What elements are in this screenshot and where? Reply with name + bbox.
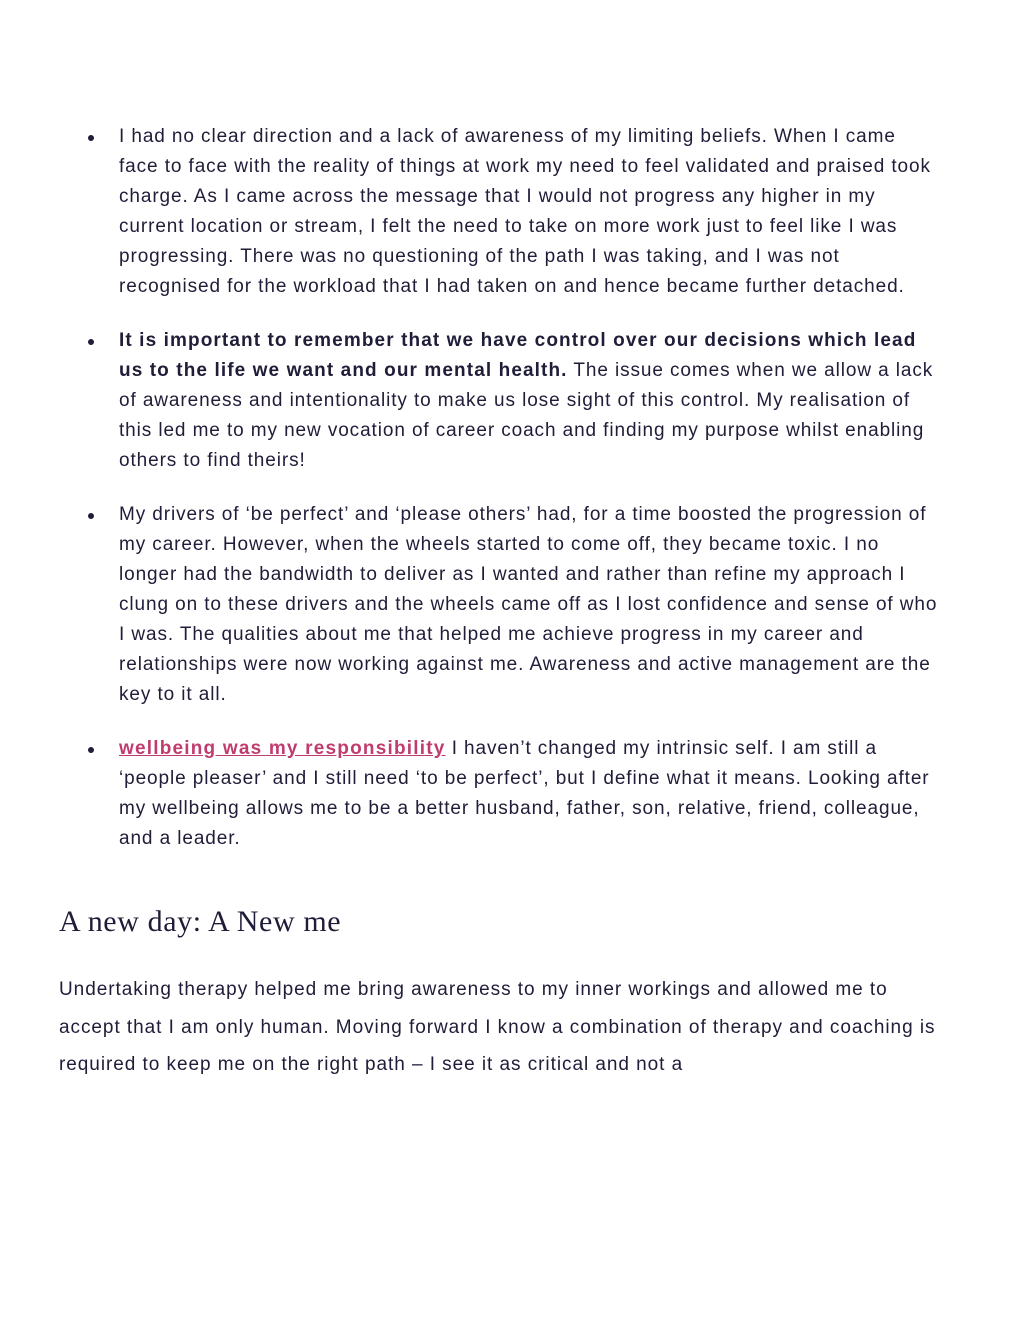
wellbeing-link[interactable]: wellbeing was my responsibility	[119, 738, 446, 759]
bullet-item-4	[0, 734, 939, 854]
bullet-text: I haven’t changed my intrinsic self. I am still a ‘people pleaser’ and I still need ‘to be perfect’, but I define what it means. Looking after my wellbeing allows me to be a better husband, father, son, relative, friend, colleague, and a leader.	[119, 738, 930, 849]
bullet-dot-icon	[88, 135, 94, 141]
bullet-item-2	[0, 326, 939, 476]
bullet-item-3	[0, 500, 939, 710]
body-paragraph: Undertaking therapy helped me bring awareness to my inner workings and allowed me to accept that I am only human. Moving forward I know a combination of therapy and coaching is required to keep me on the right path – I see it as critical and not a	[59, 979, 936, 1075]
section-heading: A new day: A New me	[59, 905, 342, 938]
bullet-text: The issue comes when we allow a lack of awareness and intentionality to make us lose sight of this control. My realisation of this led me to my new vocation of career coach and finding my purpose whilst enabling others to find theirs!	[119, 360, 934, 471]
bullet-bold-text: It is important to remember that we have control over our decisions which lead us to the life we want and our mental health.	[119, 330, 917, 381]
bullet-dot-icon	[88, 513, 94, 519]
bullet-list	[0, 122, 1024, 878]
bullet-dot-icon	[88, 339, 94, 345]
bullet-text: My drivers of ‘be perfect’ and ‘please others’ had, for a time boosted the progression of my career. However, when the wheels started to come off, they became toxic. I no longer had the bandwidth to deliver as I wanted and rather than refine my approach I clung on to these drivers and the wheels came off as I lost confidence and sense of who I was. The qualities about me that helped me achieve progress in my career and relationships were now working against me. Awareness and active management are the key to it all.	[119, 504, 938, 705]
bullet-dot-icon	[88, 747, 94, 753]
bullet-item-1	[0, 122, 939, 302]
bullet-text: I had no clear direction and a lack of awareness of my limiting beliefs. When I came face to face with the reality of things at work my need to feel validated and praised took charge. As I came across the message that I would not progress any higher in my current location or stream, I felt the need to take on more work just to feel like I was progressing. There was no questioning of the path I was taking, and I was not recognised for the workload that I had taken on and hence became further detached.	[119, 126, 931, 297]
